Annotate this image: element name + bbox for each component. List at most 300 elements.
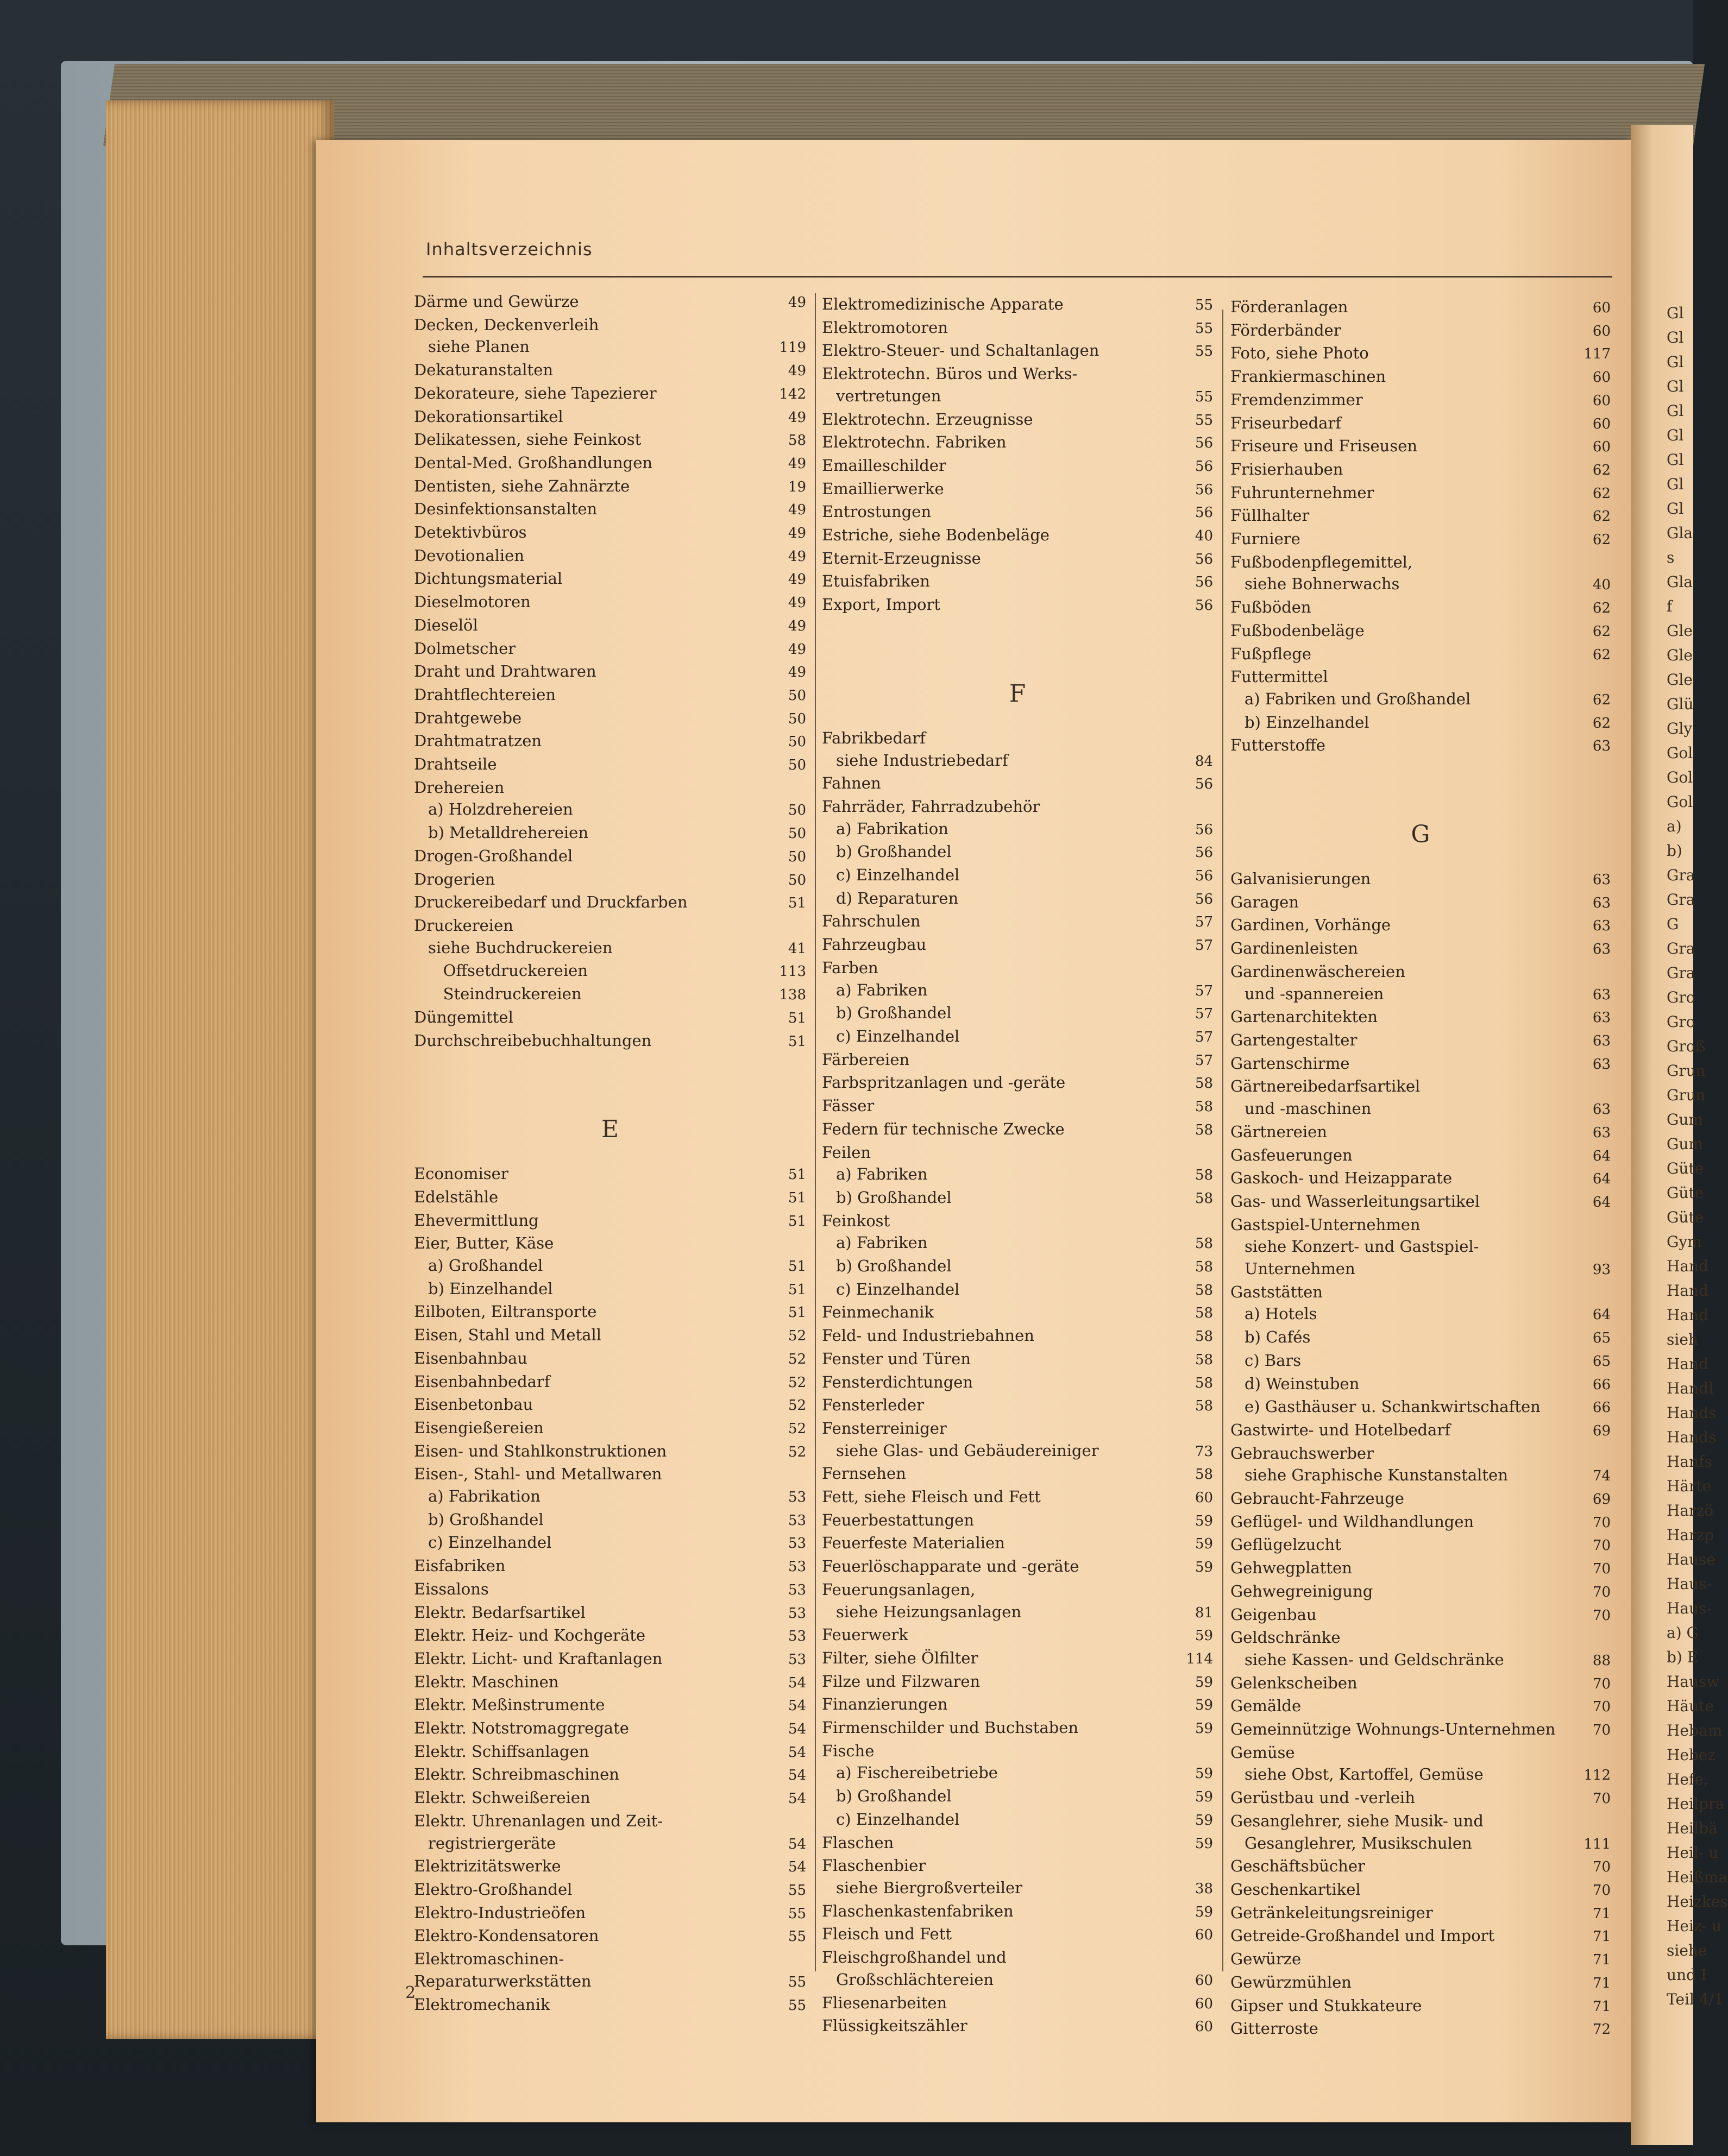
entry-page-number: 70 bbox=[1592, 1607, 1611, 1624]
facing-page-text-fragment: G bbox=[1667, 915, 1679, 933]
entry-page-number: 60 bbox=[1592, 369, 1611, 386]
entry-label: Edelstähle bbox=[414, 1187, 499, 1206]
entry-page-number: 71 bbox=[1592, 1905, 1611, 1922]
index-entry bbox=[1230, 296, 1611, 319]
entry-label: Färbereien bbox=[822, 1050, 910, 1069]
index-entry bbox=[1230, 1832, 1611, 1856]
section-letter-heading: F bbox=[1009, 679, 1026, 708]
entry-label: Gesanglehrer, Musikschulen bbox=[1245, 1833, 1472, 1852]
entry-label: b) Großhandel bbox=[836, 1188, 952, 1207]
entry-label: Gastspiel-Unternehmen bbox=[1230, 1215, 1421, 1234]
entry-label: Feinmechanik bbox=[822, 1303, 934, 1322]
index-entry bbox=[822, 1992, 1213, 2015]
entry-page-number: 50 bbox=[788, 710, 806, 727]
facing-page-text-fragment: Gl bbox=[1667, 304, 1684, 322]
entry-page-number: 58 bbox=[1195, 1075, 1213, 1092]
entry-page-number bbox=[774, 314, 806, 315]
entry-label: Flüssigkeitszähler bbox=[822, 2016, 967, 2035]
entry-page-number: 63 bbox=[1592, 738, 1611, 755]
entry-label: Gitterroste bbox=[1230, 2019, 1318, 2038]
entry-label: Düngemittel bbox=[414, 1007, 513, 1026]
entry-label: Dekorationsartikel bbox=[414, 407, 563, 426]
entry-page-number: 58 bbox=[1195, 1282, 1213, 1298]
index-entry bbox=[414, 1878, 806, 1902]
index-entry bbox=[822, 1071, 1213, 1095]
entry-label: Gehwegreinigung bbox=[1230, 1581, 1373, 1600]
entry-label: Eisenbahnbedarf bbox=[414, 1372, 550, 1391]
entry-page-number: 70 bbox=[1592, 1882, 1611, 1899]
index-entry bbox=[414, 1509, 806, 1532]
facing-page-text-fragment: Gl bbox=[1667, 329, 1684, 346]
index-entry bbox=[414, 1624, 806, 1648]
index-entry bbox=[414, 1717, 806, 1741]
index-entry bbox=[822, 594, 1213, 617]
index-entry bbox=[822, 1532, 1213, 1555]
entry-page-number: 51 bbox=[788, 1010, 806, 1026]
index-entry bbox=[822, 1118, 1213, 1142]
facing-page-text-fragment: Hause bbox=[1667, 1550, 1716, 1568]
entry-page-number: 63 bbox=[1592, 1032, 1611, 1049]
index-entry bbox=[1230, 1604, 1611, 1627]
entry-label: siehe Obst, Kartoffel, Gemüse bbox=[1245, 1765, 1484, 1784]
entry-label: Dieselöl bbox=[414, 615, 478, 634]
index-entry bbox=[822, 1348, 1213, 1371]
index-entry bbox=[414, 1925, 806, 1948]
facing-page-text-fragment: Gl bbox=[1667, 500, 1684, 518]
entry-label: Geschäftsbücher bbox=[1230, 1857, 1365, 1876]
facing-page-text-fragment: Gla bbox=[1667, 524, 1693, 542]
entry-page-number: 53 bbox=[788, 1605, 806, 1622]
entry-page-number: 53 bbox=[788, 1581, 806, 1598]
entry-page-number: 59 bbox=[1195, 1789, 1213, 1806]
entry-label: und -maschinen bbox=[1245, 1099, 1372, 1118]
entry-label: Drahtseile bbox=[414, 755, 497, 774]
index-entry bbox=[822, 478, 1213, 501]
index-entry bbox=[414, 1254, 806, 1278]
entry-label: Eisfabriken bbox=[414, 1556, 506, 1575]
entry-label: Därme und Gewürze bbox=[414, 292, 579, 311]
index-entry bbox=[1230, 1925, 1611, 1948]
entry-page-number: 93 bbox=[1592, 1262, 1611, 1278]
index-entry bbox=[414, 1463, 806, 1485]
facing-page-text-fragment: Gle bbox=[1667, 622, 1693, 640]
entry-page-number bbox=[774, 1463, 806, 1464]
entry-label: Reparaturwerkstätten bbox=[414, 1971, 592, 1990]
column-divider-2 bbox=[1222, 310, 1223, 1971]
facing-page-text-fragment: b) E bbox=[1667, 1648, 1699, 1666]
entry-label: a) Hotels bbox=[1245, 1304, 1317, 1323]
index-entry bbox=[822, 727, 1213, 749]
entry-label: Elektrotechn. Fabriken bbox=[822, 433, 1007, 452]
entry-label: Förderbänder bbox=[1230, 320, 1341, 339]
entry-page-number: 54 bbox=[788, 1767, 806, 1784]
index-entry bbox=[1230, 1303, 1611, 1326]
entry-label: Fische bbox=[822, 1741, 875, 1760]
facing-page-text-fragment: Teil 4/1 bbox=[1667, 1990, 1724, 2008]
entry-page-number bbox=[1180, 363, 1213, 364]
entry-label: Fahrräder, Fahrradzubehör bbox=[822, 797, 1040, 816]
index-entry bbox=[1230, 1326, 1611, 1350]
entry-page-number: 56 bbox=[1195, 868, 1213, 885]
entry-page-number bbox=[1578, 1214, 1611, 1215]
entry-page-number: 84 bbox=[1195, 753, 1213, 770]
entry-label: Elektrotechn. Erzeugnisse bbox=[822, 409, 1033, 428]
entry-label: Elektr. Notstromaggregate bbox=[414, 1719, 629, 1738]
index-entry bbox=[414, 1855, 806, 1878]
index-entry bbox=[822, 524, 1213, 547]
entry-label: Feinkost bbox=[822, 1211, 890, 1230]
entry-page-number: 56 bbox=[1195, 821, 1213, 838]
entry-label: Dentisten, siehe Zahnärzte bbox=[414, 476, 630, 495]
entry-page-number: 49 bbox=[788, 294, 806, 311]
index-entry bbox=[1230, 1121, 1611, 1144]
entry-page-number: 57 bbox=[1195, 914, 1213, 931]
entry-label: Gewürzmühlen bbox=[1230, 1972, 1352, 1991]
index-entry bbox=[822, 749, 1213, 773]
book-top-edge bbox=[103, 64, 1705, 146]
entry-page-number: 62 bbox=[1592, 646, 1611, 663]
index-entry bbox=[822, 1325, 1213, 1348]
index-entry bbox=[822, 818, 1213, 841]
entry-page-number: 56 bbox=[1195, 891, 1213, 907]
index-entry bbox=[822, 1142, 1213, 1164]
index-entry bbox=[414, 1578, 806, 1602]
index-entry bbox=[414, 1301, 806, 1324]
entry-label: Gartengestalter bbox=[1230, 1030, 1358, 1049]
entry-label: Elektrotechn. Büros und Werks- bbox=[822, 364, 1078, 383]
entry-label: Draht und Drahtwaren bbox=[414, 662, 596, 681]
entry-page-number: 49 bbox=[788, 664, 806, 681]
index-entry bbox=[822, 1232, 1213, 1255]
entry-page-number bbox=[1578, 1627, 1611, 1628]
entry-page-number: 59 bbox=[1195, 1674, 1213, 1691]
entry-label: Flaschenkastenfabriken bbox=[822, 1901, 1014, 1920]
index-entry bbox=[414, 1030, 806, 1053]
entry-label: Gartenarchitekten bbox=[1230, 1007, 1378, 1026]
index-entry bbox=[414, 1324, 806, 1347]
entry-page-number: 81 bbox=[1195, 1604, 1213, 1621]
entry-page-number: 55 bbox=[1195, 297, 1213, 313]
entry-page-number: 40 bbox=[1592, 577, 1611, 594]
entry-page-number: 138 bbox=[779, 987, 806, 1004]
index-entry bbox=[822, 385, 1213, 408]
entry-label: Furniere bbox=[1230, 529, 1300, 549]
entry-page-number bbox=[1578, 1281, 1611, 1282]
entry-page-number: 54 bbox=[788, 1698, 806, 1714]
index-entry bbox=[414, 475, 806, 499]
index-entry bbox=[822, 1923, 1213, 1946]
index-entry bbox=[822, 455, 1213, 478]
entry-label: Finanzierungen bbox=[822, 1695, 948, 1714]
index-entry bbox=[1230, 711, 1611, 735]
entry-page-number: 58 bbox=[1195, 1167, 1213, 1184]
entry-label: Fahrschulen bbox=[822, 912, 921, 931]
index-entry bbox=[1230, 1695, 1611, 1718]
index-entry bbox=[414, 753, 806, 777]
entry-page-number: 56 bbox=[1195, 597, 1213, 614]
facing-page-text-fragment: Gl bbox=[1667, 377, 1684, 395]
facing-page-text-fragment: Güte bbox=[1667, 1159, 1704, 1177]
entry-label: d) Reparaturen bbox=[836, 888, 959, 907]
entry-label: c) Einzelhandel bbox=[836, 1810, 960, 1829]
entry-label: siehe Heizungsanlagen bbox=[836, 1602, 1022, 1621]
entry-page-number bbox=[1578, 666, 1611, 667]
index-entry bbox=[822, 934, 1213, 957]
facing-page-text-fragment: Heil- u bbox=[1667, 1844, 1719, 1862]
entry-page-number: 60 bbox=[1195, 1927, 1213, 1944]
index-entry bbox=[414, 983, 806, 1006]
entry-page-number: 49 bbox=[788, 409, 806, 426]
entry-label: Gewürze bbox=[1230, 1950, 1302, 1969]
index-entry bbox=[822, 1740, 1213, 1762]
entry-page-number: 114 bbox=[1186, 1650, 1213, 1667]
entry-label: Fabrikbedarf bbox=[822, 728, 926, 747]
entry-page-number bbox=[1578, 1235, 1611, 1237]
index-entry bbox=[1230, 983, 1611, 1006]
entry-page-number: 54 bbox=[788, 1744, 806, 1761]
entry-label: Gärtnereien bbox=[1230, 1122, 1327, 1141]
entry-label: Geigenbau bbox=[1230, 1605, 1317, 1624]
entry-page-number: 58 bbox=[1195, 1328, 1213, 1345]
entry-label: Feilen bbox=[822, 1143, 871, 1162]
entry-page-number: 62 bbox=[1592, 600, 1611, 617]
entry-label: Fußböden bbox=[1230, 598, 1311, 617]
facing-page-text-fragment: Härte bbox=[1667, 1477, 1712, 1495]
entry-page-number: 58 bbox=[1195, 1398, 1213, 1415]
index-entry bbox=[1230, 1534, 1611, 1557]
entry-page-number bbox=[1578, 1810, 1611, 1811]
entry-page-number: 70 bbox=[1592, 1722, 1611, 1739]
entry-page-number: 65 bbox=[1592, 1353, 1611, 1370]
facing-page-text-fragment: s bbox=[1667, 549, 1675, 566]
entry-page-number: 70 bbox=[1592, 1514, 1611, 1531]
entry-label: a) Fabrikation bbox=[836, 819, 948, 838]
entry-label: Getreide-Großhandel und Import bbox=[1230, 1926, 1495, 1945]
entry-page-number: 60 bbox=[1195, 1995, 1213, 2012]
entry-page-number: 70 bbox=[1592, 1537, 1611, 1554]
entry-page-number: 55 bbox=[788, 1997, 806, 2014]
entry-label: c) Einzelhandel bbox=[836, 866, 960, 885]
index-entry bbox=[1230, 1627, 1611, 1649]
index-entry bbox=[1230, 1580, 1611, 1604]
facing-page-text-fragment: Hand bbox=[1667, 1257, 1709, 1275]
index-entry bbox=[1230, 1419, 1611, 1442]
facing-page-text-fragment: Hand bbox=[1667, 1355, 1709, 1373]
facing-page-text-fragment: Gl bbox=[1667, 426, 1684, 444]
index-entry bbox=[414, 1209, 806, 1233]
entry-label: d) Weinstuben bbox=[1245, 1374, 1360, 1393]
entry-label: Foto, siehe Photo bbox=[1230, 344, 1369, 363]
entry-page-number: 63 bbox=[1592, 1124, 1611, 1141]
index-entry bbox=[1230, 1214, 1611, 1236]
entry-page-number: 51 bbox=[788, 1258, 806, 1275]
entry-label: Durchschreibebuchhaltungen bbox=[414, 1031, 652, 1050]
index-entry bbox=[822, 1002, 1213, 1025]
section-gap bbox=[1230, 758, 1611, 802]
index-entry bbox=[414, 406, 806, 429]
entry-label: siehe Graphische Kunstanstalten bbox=[1245, 1466, 1508, 1485]
facing-page-text-fragment: Grun bbox=[1667, 1086, 1706, 1104]
entry-page-number bbox=[1180, 796, 1213, 797]
entry-label: Elektromotoren bbox=[822, 318, 948, 337]
index-entry bbox=[414, 638, 806, 661]
entry-label: Elektro-Großhandel bbox=[414, 1880, 573, 1899]
entry-label: Elektr. Uhrenanlagen und Zeit- bbox=[414, 1811, 663, 1830]
entry-page-number: 119 bbox=[779, 339, 806, 356]
entry-page-number: 113 bbox=[779, 963, 806, 980]
index-entry bbox=[822, 317, 1213, 340]
entry-page-number: 50 bbox=[788, 757, 806, 774]
index-entry bbox=[1230, 1464, 1611, 1487]
entry-label: Fahrzeugbau bbox=[822, 935, 927, 954]
entry-page-number: 58 bbox=[1195, 1305, 1213, 1322]
entry-page-number bbox=[1578, 1442, 1611, 1443]
entry-label: Geflügel- und Wildhandlungen bbox=[1230, 1512, 1474, 1531]
facing-page-text-fragment: Gra bbox=[1667, 940, 1695, 957]
index-entry bbox=[822, 2015, 1213, 2038]
entry-page-number: 50 bbox=[788, 687, 806, 704]
entry-page-number bbox=[1578, 1075, 1611, 1076]
facing-page-edge bbox=[1631, 125, 1728, 2145]
index-entry bbox=[414, 960, 806, 983]
entry-page-number: 55 bbox=[1195, 320, 1213, 337]
index-entry bbox=[822, 979, 1213, 1003]
entry-page-number bbox=[1578, 961, 1611, 962]
entry-label: Fett, siehe Fleisch und Fett bbox=[822, 1487, 1041, 1506]
entry-page-number: 55 bbox=[1195, 412, 1213, 428]
facing-page-text-fragment: Güte bbox=[1667, 1184, 1704, 1202]
entry-page-number: 117 bbox=[1584, 346, 1611, 363]
entry-label: Elektromechanik bbox=[414, 1995, 550, 2014]
index-entry bbox=[1230, 1810, 1611, 1832]
entry-label: Dichtungsmaterial bbox=[414, 569, 563, 588]
entry-page-number: 60 bbox=[1592, 439, 1611, 456]
entry-page-number: 60 bbox=[1592, 300, 1611, 316]
entry-page-number: 51 bbox=[788, 1304, 806, 1321]
entry-page-number: 69 bbox=[1592, 1422, 1611, 1439]
entry-label: siehe Industriebedarf bbox=[836, 751, 1008, 770]
entry-page-number bbox=[1180, 727, 1213, 728]
entry-page-number: 71 bbox=[1592, 1975, 1611, 1991]
facing-page-text-fragment: Gl bbox=[1667, 475, 1684, 493]
entry-label: Geflügelzucht bbox=[1230, 1535, 1341, 1554]
facing-page-text-fragment: Gra bbox=[1667, 866, 1695, 884]
entry-label: c) Einzelhandel bbox=[428, 1533, 552, 1552]
entry-label: a) Großhandel bbox=[428, 1256, 543, 1275]
entry-page-number: 63 bbox=[1592, 918, 1611, 935]
index-entry bbox=[1230, 643, 1611, 666]
entry-page-number: 71 bbox=[1592, 1952, 1611, 1969]
index-entry bbox=[822, 1462, 1213, 1486]
index-entry bbox=[822, 1855, 1213, 1877]
entry-page-number: 57 bbox=[1195, 1006, 1213, 1023]
entry-page-number: 49 bbox=[788, 363, 806, 380]
index-entry bbox=[1230, 412, 1611, 436]
entry-page-number: 66 bbox=[1592, 1399, 1611, 1416]
index-entry bbox=[414, 1232, 806, 1254]
index-entry bbox=[1230, 596, 1611, 620]
entry-page-number: 70 bbox=[1592, 1791, 1611, 1807]
entry-label: Gebraucht-Fahrzeuge bbox=[1230, 1489, 1404, 1508]
entry-label: siehe Glas- und Gebäudereiniger bbox=[836, 1441, 1099, 1460]
facing-page-text-fragment: Häute bbox=[1667, 1697, 1714, 1715]
entry-page-number: 70 bbox=[1592, 1561, 1611, 1578]
entry-label: Feuerbestattungen bbox=[822, 1510, 975, 1529]
entry-label: Fremdenzimmer bbox=[1230, 390, 1363, 409]
entry-label: Geschenkartikel bbox=[1230, 1880, 1361, 1899]
entry-page-number: 57 bbox=[1195, 1029, 1213, 1045]
entry-label: b) Großhandel bbox=[836, 842, 952, 861]
index-entry bbox=[1230, 389, 1611, 412]
entry-label: Eternit-Erzeugnisse bbox=[822, 549, 981, 568]
index-entry bbox=[414, 915, 806, 937]
entry-label: b) Großhandel bbox=[836, 1257, 952, 1276]
index-entry bbox=[822, 1440, 1213, 1463]
index-entry bbox=[1230, 1487, 1611, 1511]
index-entry bbox=[414, 521, 806, 545]
entry-label: Entrostungen bbox=[822, 502, 932, 521]
entry-label: a) Fabrikation bbox=[428, 1487, 541, 1506]
entry-label: Gaskoch- und Heizapparate bbox=[1230, 1169, 1453, 1188]
entry-label: Fensterleder bbox=[822, 1396, 924, 1415]
entry-label: Gemeinnützige Wohnungs-Unternehmen bbox=[1230, 1720, 1556, 1739]
entry-page-number bbox=[1180, 957, 1213, 958]
entry-label: Drahtgewebe bbox=[414, 708, 522, 727]
entry-page-number: 58 bbox=[1195, 1259, 1213, 1276]
entry-label: b) Metalldrehereien bbox=[428, 823, 589, 842]
entry-label: Eisen-, Stahl- und Metallwaren bbox=[414, 1465, 662, 1484]
index-entry bbox=[822, 1394, 1213, 1417]
facing-page-text-fragment: Heiz- u bbox=[1667, 1917, 1722, 1935]
index-entry bbox=[822, 1210, 1213, 1232]
entry-page-number: 66 bbox=[1592, 1376, 1611, 1393]
entry-label: siehe Buchdruckereien bbox=[428, 938, 613, 957]
entry-label: Dieselmotoren bbox=[414, 592, 531, 612]
index-entry bbox=[414, 1531, 806, 1555]
entry-page-number: 53 bbox=[788, 1512, 806, 1529]
entry-page-number: 55 bbox=[1195, 343, 1213, 360]
entry-label: Elektro-Kondensatoren bbox=[414, 1926, 599, 1945]
index-entry bbox=[1230, 1442, 1611, 1465]
index-entry bbox=[1230, 1350, 1611, 1373]
entry-label: Eier, Butter, Käse bbox=[414, 1234, 554, 1253]
entry-label: Dolmetscher bbox=[414, 639, 516, 658]
entry-label: c) Einzelhandel bbox=[836, 1026, 960, 1045]
entry-page-number: 62 bbox=[1592, 691, 1611, 708]
index-entry bbox=[822, 570, 1213, 594]
entry-label: Fässer bbox=[822, 1096, 875, 1115]
entry-label: Fleisch und Fett bbox=[822, 1925, 952, 1944]
entry-page-number: 38 bbox=[1195, 1881, 1213, 1897]
entry-page-number bbox=[1180, 1855, 1213, 1856]
entry-page-number: 54 bbox=[788, 1791, 806, 1807]
entry-page-number: 56 bbox=[1195, 844, 1213, 861]
index-entry bbox=[414, 660, 806, 684]
entry-page-number: 50 bbox=[788, 848, 806, 865]
index-entry bbox=[414, 1671, 806, 1694]
entry-page-number: 58 bbox=[1195, 1121, 1213, 1138]
index-entry bbox=[414, 568, 806, 591]
facing-page-text-fragment: Glü bbox=[1667, 695, 1694, 713]
entry-page-number: 112 bbox=[1584, 1767, 1611, 1784]
entry-page-number: 63 bbox=[1592, 1056, 1611, 1073]
entry-page-number: 58 bbox=[1195, 1466, 1213, 1483]
index-entry bbox=[1230, 551, 1611, 573]
index-entry bbox=[414, 1006, 806, 1030]
entry-page-number: 70 bbox=[1592, 1675, 1611, 1692]
entry-page-number: 63 bbox=[1592, 1101, 1611, 1118]
entry-label: Fenster und Türen bbox=[822, 1349, 971, 1368]
